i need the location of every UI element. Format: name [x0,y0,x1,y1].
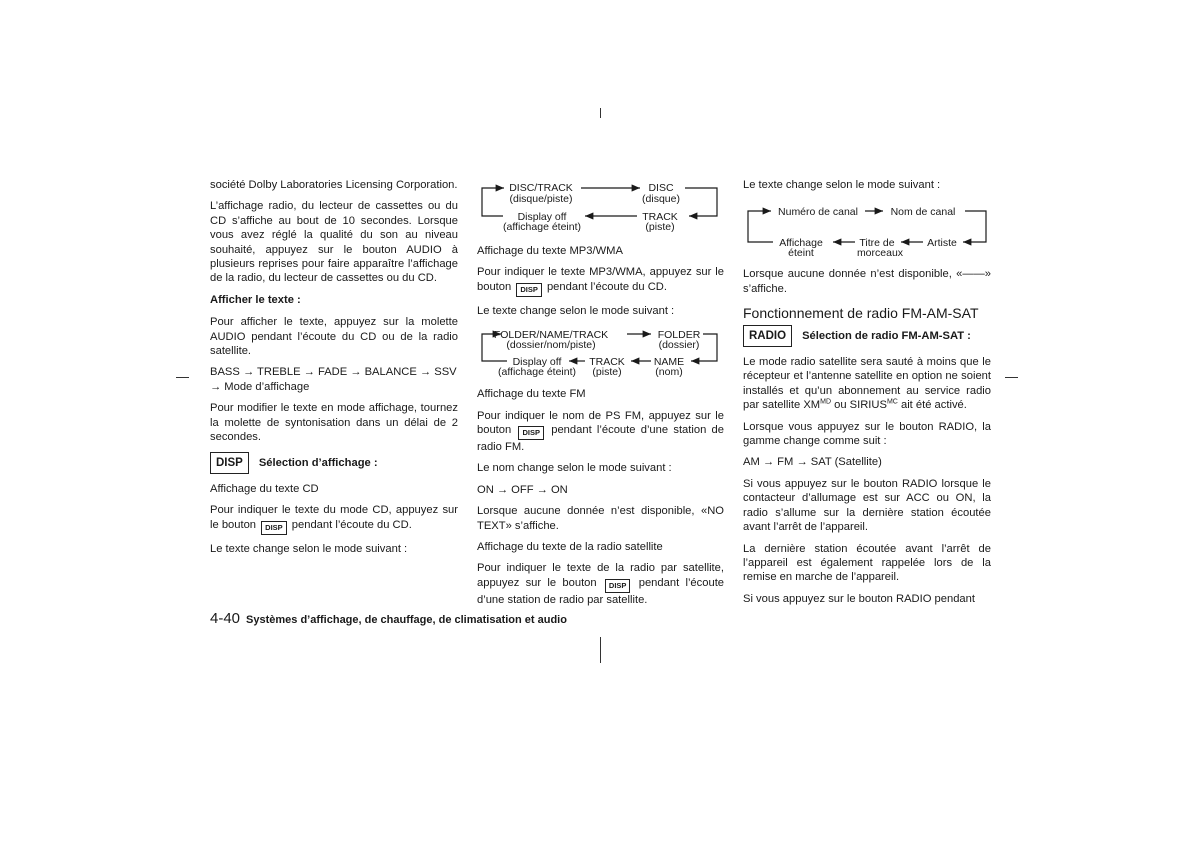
paragraph: Pour modifier le texte en mode affichage, tournez la molette de syntonisation dans un délai de 2 secondes. [210,402,458,444]
text: pendant l’écoute du CD. [291,518,412,531]
diag-label: Titre de [859,237,895,250]
disp-section-title: Sélection d’affichage : [258,456,378,469]
diag-label: Artiste [927,237,957,250]
left-side-mark [176,377,189,378]
paragraph: La dernière station écoutée avant l’arrêt de l’appareil est également rappelée lors de la remise en marche de l’appareil. [743,542,991,584]
column-3 [743,178,991,613]
fm-sequence: ON → OFF → ON [477,483,568,496]
diag-label: (disque) [642,193,680,205]
diag-label: (dossier) [658,339,700,352]
text: pendant l’écoute d’une station de radio FM. [477,424,724,454]
diag-label: Nom de canal [890,206,956,219]
paragraph: Affichage du texte FM [477,388,586,401]
top-center-mark [600,108,601,118]
paragraph [477,265,724,296]
text: ou SIRIUS [831,399,887,412]
radio-key-icon: RADIO [743,325,792,347]
mc-mark: MC [886,398,898,406]
paragraph: Affichage du texte de la radio satellite [477,541,663,554]
cd-text-diagram [477,178,724,236]
diag-label: (nom) [655,366,683,379]
column-1 [210,178,458,563]
radio-section-heading [743,325,991,347]
diag-label: FOLDER [657,329,701,342]
chapter-title: Systèmes d’affichage, de chauffage, de climatisation et audio [246,614,567,626]
diag-label: éteint [788,247,814,260]
diag-label: (disque/piste) [509,193,573,205]
disp-key-icon: DISP [210,452,249,474]
paragraph [210,503,458,534]
diag-label: (piste) [592,366,622,379]
diag-label: Numéro de canal [778,206,858,219]
disp-button-icon: DISP [518,426,544,440]
text: pendant l’écoute d’une station de radio par satellite. [477,576,725,606]
disp-button-icon: DISP [516,283,542,297]
paragraph: Lorsque aucune donnée n’est disponible, «NO TEXT» s’affiche. [477,505,724,532]
paragraph: Affichage du texte CD [210,482,319,495]
text: Pour indiquer le texte du mode CD, appuyez sur le bouton [210,504,458,531]
paragraph: Si vous appuyez sur le bouton RADIO pendant [743,592,975,605]
disp-button-icon: DISP [261,521,287,535]
diag-label: Affichage [779,237,823,250]
diag-label: Display off [517,211,567,223]
diag-label: (affichage éteint) [502,221,582,233]
paragraph: Le nom change selon le mode suivant : [477,462,672,475]
page-number: 4-40 [210,610,241,627]
bottom-center-mark [600,637,601,663]
paragraph: Pour afficher le texte, appuyez sur la molette AUDIO pendant l’écoute du CD ou de la radio satellite. [210,316,458,358]
paragraph: Le texte change selon le mode suivant : [743,179,941,191]
text: Le mode radio satellite sera sauté à moins que le récepteur et l’antenne satellite en option ne soient installés et qu’un abonnement au service radio par satellite XM [743,356,991,412]
column-2 [477,178,724,614]
paragraph: société Dolby Laboratories Licensing Corporation. [210,179,458,191]
diag-label: NAME [653,356,685,369]
diag-label: (piste) [645,221,675,233]
text: Pour indiquer le nom de PS FM, appuyez sur le bouton [477,409,724,437]
diag-label: (affichage éteint) [497,366,577,379]
paragraph: L’affichage radio, du lecteur de cassettes ou du CD s’affiche au bout de 10 secondes. Lorsque vous avez réglé la qualité du son au niveau souhaité, appuyez sur le bouton AUDIO à plusieurs reprises pour faire apparaître l’affichage de la radio, du lecteur de cassettes ou du CD. [210,200,458,285]
diag-label: FOLDER/NAME/TRACK [493,329,609,342]
diag-label: morceaux [856,247,904,260]
paragraph [743,355,991,413]
text: pendant l’écoute du CD. [546,280,667,293]
right-side-mark [1005,377,1018,378]
afficher-texte-heading: Afficher le texte : [210,293,301,306]
radio-section-subtitle: Sélection de radio FM-AM-SAT : [802,329,971,342]
text: Pour indiquer le texte de la radio par satellite, appuyez sur le bouton [477,562,724,589]
mp3-text-diagram [477,325,724,379]
diag-label: (dossier/nom/piste) [506,339,596,352]
band-sequence: AM → FM → SAT (Satellite) [743,456,882,469]
audio-sequence: BASS → TREBLE → FADE → BALANCE → SSV → Mode d’affichage [210,366,457,393]
diag-label: DISC/TRACK [509,182,573,194]
radio-section-title: Fonctionnement de radio FM-AM-SAT [743,305,979,322]
diag-label: TRACK [589,356,625,369]
text: ait été activé. [897,399,967,412]
diag-label: DISC [648,182,674,194]
satellite-text-diagram [743,199,991,259]
disp-button-icon: DISP [605,579,631,593]
diag-label: Display off [512,356,562,369]
diag-label: TRACK [642,211,678,223]
paragraph: Affichage du texte MP3/WMA [477,245,623,257]
page-footer [210,610,567,627]
text: Pour indiquer le texte MP3/WMA, appuyez sur le bouton [477,266,724,293]
disp-section-heading [210,452,458,474]
paragraph [477,409,724,455]
paragraph: Si vous appuyez sur le bouton RADIO lorsque le contacteur d’allumage est sur ACC ou ON, la radio s’allume sur la dernière station écoutée avant l’arrêt de l’appareil. [743,477,991,534]
paragraph: Lorsque vous appuyez sur le bouton RADIO, la gamme change comme suit : [743,420,991,448]
md-mark: MD [820,398,831,406]
paragraph: Le texte change selon le mode suivant : [477,304,675,317]
paragraph [477,561,724,607]
paragraph: Le texte change selon le mode suivant : [210,542,408,555]
paragraph: Lorsque aucune donnée n’est disponible, «——» s’affiche. [743,268,991,295]
